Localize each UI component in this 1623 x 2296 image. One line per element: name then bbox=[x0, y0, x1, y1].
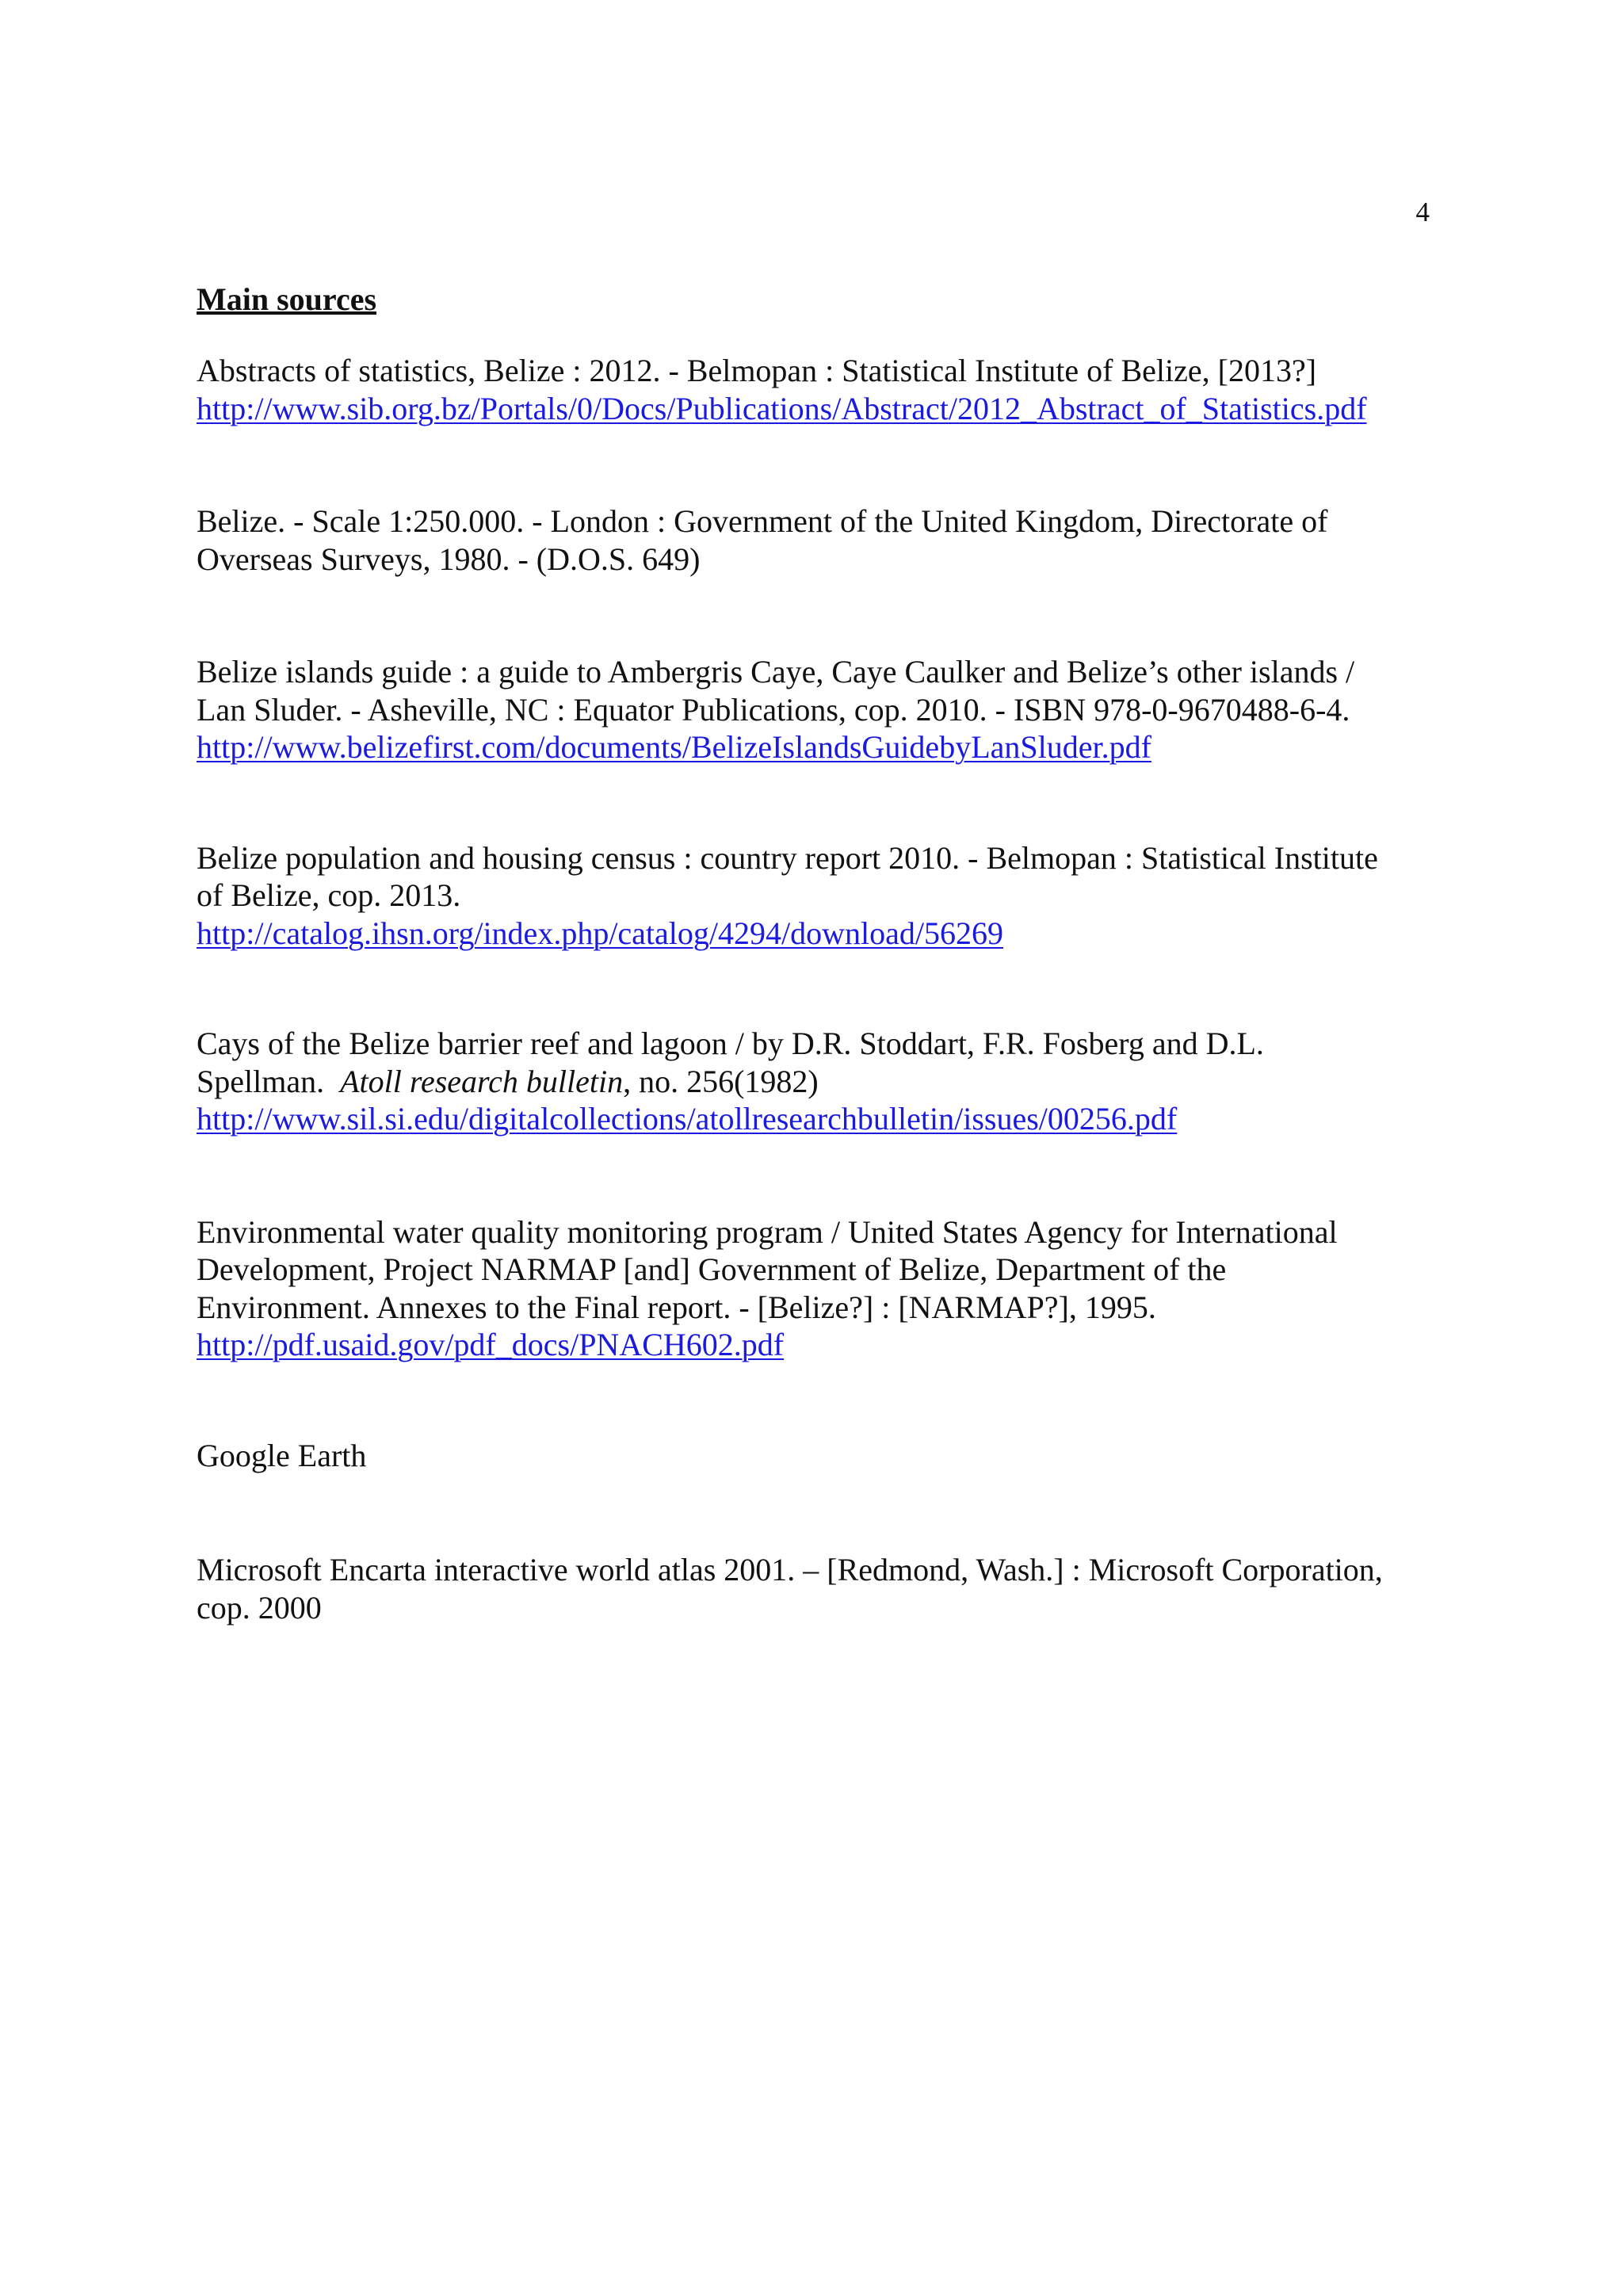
entry-text: of Belize, cop. 2013. bbox=[197, 877, 461, 913]
source-entry bbox=[197, 352, 1465, 427]
entry-text: Cays of the Belize barrier reef and lagoon / by D.R. Stoddart, F.R. Fosberg and D.L. bbox=[197, 1026, 1264, 1061]
page-number: 4 bbox=[1415, 197, 1430, 227]
source-link[interactable]: http://catalog.ihsn.org/index.php/catalog/4294/download/56269 bbox=[197, 915, 1004, 951]
source-link[interactable]: http://www.belizefirst.com/documents/BelizeIslandsGuidebyLanSluder.pdf bbox=[197, 729, 1151, 765]
entry-text: cop. 2000 bbox=[197, 1589, 322, 1626]
entry-text: Microsoft Encarta interactive world atlas 2001. – [Redmond, Wash.] : Microsoft Corporation, bbox=[197, 1552, 1383, 1587]
source-entry bbox=[197, 1551, 1465, 1626]
entry-text: Development, Project NARMAP [and] Government of Belize, Department of the bbox=[197, 1251, 1227, 1287]
entry-text-prefix: Spellman. bbox=[197, 1063, 341, 1099]
source-link[interactable]: http://pdf.usaid.gov/pdf_docs/PNACH602.pdf bbox=[197, 1327, 785, 1362]
journal-title: Atoll research bulletin bbox=[340, 1063, 624, 1099]
entry-text: Google Earth bbox=[197, 1437, 367, 1473]
entry-text: Belize islands guide : a guide to Ambergris Caye, Caye Caulker and Belize’s other islands / bbox=[197, 654, 1355, 690]
entry-text: Environment. Annexes to the Final report. - [Belize?] : [NARMAP?], 1995. bbox=[197, 1289, 1156, 1325]
source-link[interactable]: http://www.sib.org.bz/Portals/0/Docs/Publications/Abstract/2012_Abstract_of_Statistics.pdf bbox=[197, 390, 1367, 426]
entry-text: Environmental water quality monitoring program / United States Agency for International bbox=[197, 1213, 1338, 1250]
entry-text: Belize. - Scale 1:250.000. - London : Government of the United Kingdom, Directorate of bbox=[197, 503, 1328, 539]
source-entry bbox=[197, 1025, 1465, 1138]
entry-text: Lan Sluder. - Asheville, NC : Equator Publications, cop. 2010. - ISBN 978-0-9670488-6-4. bbox=[197, 691, 1350, 728]
entry-text: Overseas Surveys, 1980. - (D.O.S. 649) bbox=[197, 541, 701, 577]
section-heading: Main sources bbox=[197, 281, 377, 317]
source-entry bbox=[197, 502, 1465, 578]
sources-section bbox=[197, 277, 1465, 1626]
entry-text-suffix: , no. 256(1982) bbox=[623, 1063, 819, 1099]
source-entry bbox=[197, 653, 1465, 766]
source-link[interactable]: http://www.sil.si.edu/digitalcollections/atollresearchbulletin/issues/00256.pdf bbox=[197, 1101, 1178, 1137]
entry-text: Belize population and housing census : country report 2010. - Belmopan : Statistical Institute bbox=[197, 839, 1378, 876]
entry-text: Abstracts of statistics, Belize : 2012. - Belmopan : Statistical Institute of Belize, [2013?] bbox=[197, 353, 1317, 388]
source-entry bbox=[197, 839, 1465, 953]
entry-text-mixed bbox=[197, 1063, 1465, 1101]
source-entry bbox=[197, 1213, 1465, 1364]
source-entry bbox=[197, 1437, 1465, 1475]
